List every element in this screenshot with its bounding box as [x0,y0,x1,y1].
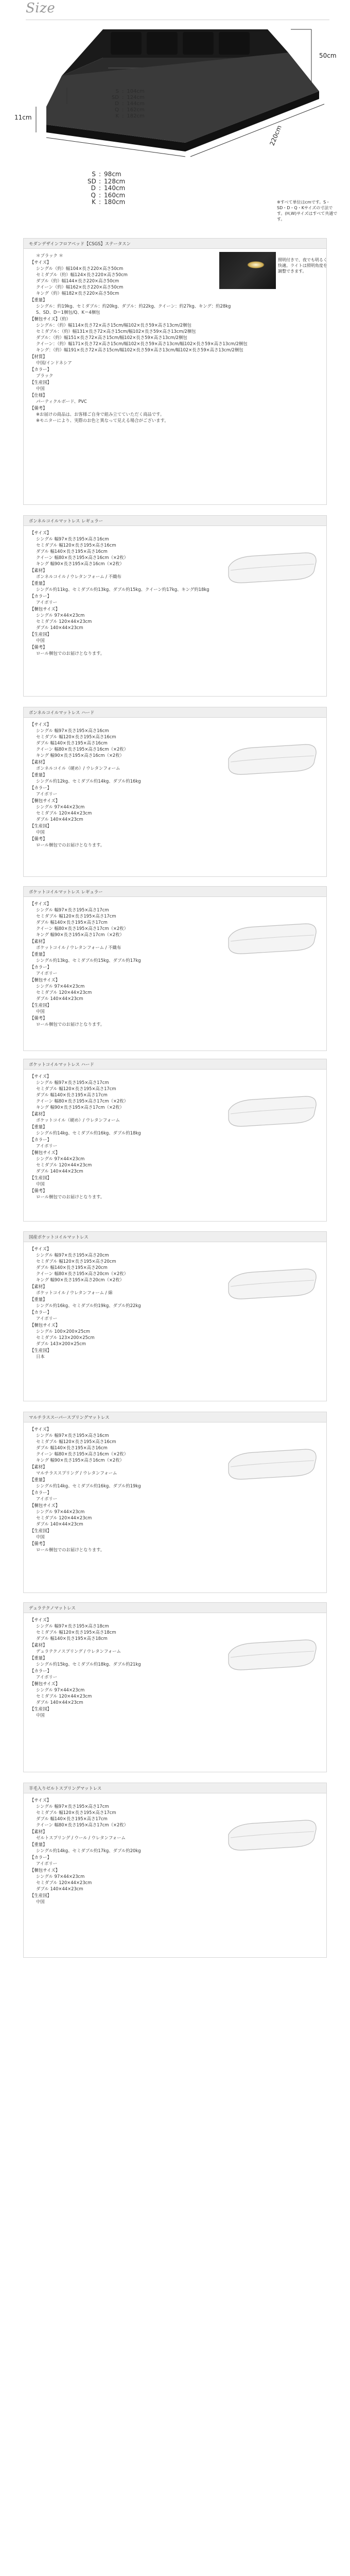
spec-section-heading: 【梱包サイズ】 [30,1150,60,1155]
spec-line: 中国/インドネシア [36,360,72,365]
spec-section-heading: 【素材】 [30,568,47,573]
spec-line: セミダブル 120×44×23cm [36,1880,92,1885]
spec-section [30,1175,320,1187]
spec-line: シングル：約19kg、セミダブル：約20kg、ダブル：約22kg、クイーン：約27kg、キング：約28kg [36,303,231,309]
spec-line: アイボリー [36,1674,58,1680]
length-dimension: 220cm [268,124,283,147]
spec-section-heading: 【生産国】 [30,632,51,637]
spec-line: セミダブル 123×200×25cm [36,1335,95,1340]
spec-line: シングル約12kg、セミダブル約14kg、ダブル約16kg [36,778,141,784]
spec-line: キング 幅90×長さ195×高さ16cm（×2枚） [36,753,124,758]
spec-line: パーティクルボード、PVC [36,399,87,404]
spec-line: シングル 97×44×23cm [36,984,85,989]
spec-line: アイボリー [36,1316,58,1321]
spec-line: クイーン 幅80×長さ195×高さ17cm（×2枚） [36,926,129,931]
spec-line: 中国 [36,1181,45,1187]
spec-line: セミダブル 幅120×長さ195×高さ20cm [36,1259,116,1264]
spec-line: ポケットコイル / ウレタンフォーム / 綿 [36,1290,113,1295]
spec-section-heading: 【重量】 [30,1124,47,1129]
mattress-illustration [223,547,321,588]
spec-line: シングル約13kg、セミダブル約15kg、ダブル約17kg [36,958,141,963]
spec-section-heading: 【梱包サイズ】 [30,1681,60,1686]
spec-line: ダブル 140×44×23cm [36,996,83,1001]
frame-width-row: S : 104cm [115,89,145,94]
spec-box-title: モダンデザインフロアベッド【CSGS】ステータスン [24,239,326,249]
spec-section-heading: 【重量】 [30,1842,47,1847]
spec-section-heading: 【サイズ】 [30,530,51,535]
spec-line: デュラテクノスプリング / ウレタンフォーム [36,1649,121,1654]
spec-section-heading: 【素材】 [30,1284,47,1289]
spec-section-heading: 【カラー】 [30,1490,51,1495]
spec-section-heading: 【重量】 [30,772,47,777]
spec-section-heading: 【サイズ】 [30,722,51,727]
spec-line: アイボリー [36,971,58,976]
height-dimension: 50cm [319,52,337,59]
spec-line: シングル約11kg、セミダブル約13kg、ダブル約15kg、クイーン約17kg、キング約18kg [36,587,209,592]
spec-section-heading: 【備考】 [30,645,47,650]
spec-line: セミダブル 幅120×長さ195×高さ16cm [36,543,116,548]
spec-section-heading: 【重量】 [30,952,47,957]
spec-box-title: ボンネルコイルマットレス ハード [24,707,326,718]
spec-line: クイーン 幅80×長さ195×高さ17cm（×2枚） [36,1098,129,1104]
spec-section-heading: 【仕様】 [30,393,47,398]
spec-section-heading: 【備考】 [30,1015,47,1021]
spec-line: クイーン（約）幅162×長さ220×高さ50cm [36,284,124,290]
spec-line: ダブル 幅140×長さ195×高さ16cm [36,1445,108,1450]
spec-section [30,1137,320,1149]
spec-section-heading: 【サイズ】 [30,1074,51,1079]
spec-line: ダブル 幅140×長さ195×高さ17cm [36,1816,108,1821]
spec-section [30,1681,320,1705]
spec-line: シングル 97×44×23cm [36,1509,85,1514]
spec-section [30,823,320,835]
spec-line: ダブル：（約）幅151×長さ72×高さ15cm/幅102×長さ59×高さ13cm/2梱包 [36,335,187,340]
spec-box [23,1059,327,1222]
spec-section-heading: 【カラー】 [30,1137,51,1142]
spec-line: セミダブル 120×44×23cm [36,1162,92,1167]
dimension-note: ※すべて単位はcmです。S・SD・D・Q・Kサイズの寸法です。(H,W)サイズはすべて共通です。 [277,200,338,222]
frame-width-row: SD : 124cm [111,95,145,100]
spec-line: シングル 幅97×長さ195×高さ16cm [36,728,109,733]
spec-line: キング：（約）幅191×長さ72×高さ15cm/幅102×長さ59×高さ13cm/幅102×長さ59×高さ13cm/2梱包 [36,347,243,352]
spec-section [30,1322,320,1347]
page-title: Size [26,1,56,16]
spec-line: 中国 [36,386,45,391]
frame-width-row: D : 144cm [115,101,145,107]
mattress-illustration [223,918,321,959]
spec-line: ロール梱包でのお届けとなります。 [36,1022,105,1027]
spec-section-heading: 【カラー】 [30,785,51,790]
frame-width-row: Q : 162cm [115,107,145,113]
spec-section-heading: 【備考】 [30,1188,47,1193]
spec-section-heading: 【梱包サイズ】 [30,798,60,803]
mattress-illustration [223,1443,321,1484]
spec-line: ダブル 幅140×長さ195×高さ17cm [36,1092,108,1097]
spec-section [30,1002,320,1014]
spec-section [30,631,320,643]
spec-section-heading: 【生産国】 [30,1893,51,1898]
spec-line: シングル 幅97×長さ195×高さ18cm [36,1623,109,1629]
spec-section-heading: 【素材】 [30,939,47,944]
spec-section [30,392,320,404]
spec-section [30,405,320,423]
spec-line: ロール梱包でのお届けとなります。 [36,1547,105,1552]
spec-section-heading: 【カラー】 [30,1668,51,1673]
spec-section-heading: 【サイズ】 [30,1246,51,1251]
spec-section-heading: 【備考】 [30,405,47,411]
spec-section [30,785,320,797]
spec-section-heading: 【重量】 [30,581,47,586]
spec-box-title: ポケットコイルマットレス レギュラー [24,887,326,897]
spec-section-heading: 【梱包サイズ】 [30,977,60,982]
spec-section [30,1528,320,1540]
spec-section-heading: 【サイズ】 [30,901,51,906]
spec-line: ボンネルコイル / ウレタンフォーム / 不織布 [36,574,121,579]
spec-line: ダブル 140×44×23cm [36,1886,83,1891]
spec-line: シングル 97×44×23cm [36,1874,85,1879]
spec-box [23,1412,327,1593]
mattress-width-row: S : 98cm [92,171,121,178]
spec-line: ポケットコイル（硬め）/ ウレタンフォーム [36,1117,120,1123]
spec-line: シングル 97×44×23cm [36,1156,85,1161]
spec-section-heading: 【備考】 [30,836,47,841]
spec-line: ロール梱包でのお届けとなります。 [36,842,105,848]
spec-line: セミダブル 幅120×長さ195×高さ18cm [36,1630,116,1635]
spec-box-title: マルチラススーパースプリングマットレス [24,1412,326,1422]
spec-line: セミダブル 幅120×長さ195×高さ17cm [36,1086,116,1091]
spec-section [30,1502,320,1527]
spec-section [30,644,320,656]
spec-section [30,964,320,976]
spec-line: シングル：（約）幅114×長さ72×高さ15cm/幅102×長さ59×高さ13cm/2梱包 [36,323,191,328]
frame-width-list [111,89,145,120]
spec-line: ロール梱包でのお届けとなります。 [36,1194,105,1199]
spec-line: セミダブル：（約）幅131×長さ72×高さ15cm/幅102×長さ59×高さ13cm/2梱包 [36,329,196,334]
spec-line: ダブル 143×200×25cm [36,1341,86,1346]
spec-box-title: ボンネルコイルマットレス レギュラー [24,516,326,526]
spec-line: セミダブル 120×44×23cm [36,1515,92,1520]
spec-section [30,1188,320,1200]
spec-line: クイーン 幅80×長さ195×高さ16cm（×2枚） [36,555,129,560]
spec-line: シングル 幅97×長さ195×高さ17cm [36,1804,109,1809]
spec-section [30,1867,320,1892]
mattress-width-row: SD : 128cm [87,177,126,185]
spec-line: ダブル 幅140×長さ195×高さ16cm [36,740,108,745]
spec-section [30,1540,320,1553]
spec-line: ポケットコイル / ウレタンフォーム / 不織布 [36,945,121,950]
spec-line: ダブル 140×44×23cm [36,1168,83,1174]
spec-section [30,1015,320,1027]
spec-line: ダブル 幅140×長さ195×高さ18cm [36,1636,108,1641]
dimension-diagram [0,22,350,238]
spec-line: シングル 幅97×長さ195×高さ20cm [36,1252,109,1258]
spec-line: ※モニターにより、実際のお色と異なって見える場合がございます。 [36,418,169,423]
spec-line: キング 幅90×長さ195×高さ16cm（×2枚） [36,1458,124,1463]
spec-section [30,1892,320,1905]
spec-section-heading: 【梱包サイズ】（約） [30,316,71,321]
spec-line: シングル約15kg、セミダブル約18kg、ダブル約21kg [36,1662,141,1667]
spec-section [30,606,320,631]
mattress-width-row: K : 180cm [92,198,126,206]
spec-line: アイボリー [36,791,58,796]
mattress-width-row: Q : 160cm [91,191,126,199]
spec-section-heading: 【梱包サイズ】 [30,1868,60,1873]
spec-line: セミダブル 120×44×23cm [36,1693,92,1699]
spec-section-heading: 【重量】 [30,1477,47,1482]
spec-section-heading: 【サイズ】 [30,1798,51,1803]
spec-line: セミダブル 幅120×長さ195×高さ16cm [36,1439,116,1444]
spec-section [30,252,320,259]
spec-section [30,1347,320,1360]
mattress-illustration [223,1090,321,1131]
spec-line: ダブル（約）幅144×長さ220×高さ50cm [36,278,119,283]
spec-section-heading: 【サイズ】 [30,260,51,265]
spec-section [30,798,320,822]
spec-line: クイーン：（約）幅171×長さ72×高さ15cm/幅102×長さ59×高さ13cm/幅102×長さ59×高さ13cm/2梱包 [36,341,248,346]
spec-section-heading: 【カラー】 [30,1855,51,1860]
spec-line: 中国 [36,1534,45,1539]
spec-line: シングル（約）幅104×長さ220×高さ50cm [36,266,124,271]
spec-line: アイボリー [36,1496,58,1501]
spec-section-heading: 【カラー】 [30,367,51,372]
spec-section [30,1854,320,1867]
spec-section-heading: 【生産国】 [30,380,51,385]
spec-line: クイーン 幅80×長さ195×高さ16cm（×2枚） [36,747,129,752]
spec-section-heading: 【梱包サイズ】 [30,1323,60,1328]
spec-section [30,1489,320,1502]
spec-line: ゼルトスプリング / ウール / ウレタンフォーム [36,1835,126,1840]
spec-line: キング 幅90×長さ195×高さ20cm（×2枚） [36,1277,124,1282]
spec-box [23,1783,327,1958]
spec-line: セミダブル 120×44×23cm [36,990,92,995]
frame-width-row: K : 182cm [115,113,145,119]
spec-section [30,259,320,296]
spec-line: シングル約16kg、セミダブル約19kg、ダブル約22kg [36,1303,141,1308]
spec-line: ロール梱包でのお届けとなります。 [36,651,105,656]
spec-line: ダブル 140×44×23cm [36,1521,83,1527]
spec-section-heading: 【材質】 [30,354,47,359]
spec-line: キング 幅90×長さ195×高さ17cm（×2枚） [36,1105,124,1110]
spec-line: クイーン 幅80×長さ195×高さ17cm（×2枚） [36,1822,129,1827]
spec-section-heading: 【重量】 [30,1297,47,1302]
mattress-illustration [223,1634,321,1675]
spec-line: ダブル 幅140×長さ195×高さ16cm [36,549,108,554]
spec-line: ダブル 幅140×長さ195×高さ20cm [36,1265,108,1270]
spec-line: ダブル 140×44×23cm [36,1700,83,1705]
spec-section [30,366,320,379]
mattress-illustration [223,738,321,779]
spec-line: シングル約14kg、セミダブル約16kg、ダブル約18kg [36,1130,141,1136]
spec-section-heading: 【生産国】 [30,1528,51,1533]
spec-section-heading: 【生産国】 [30,1175,51,1180]
spec-section-heading: 【素材】 [30,1642,47,1648]
spec-section-heading: 【生産国】 [30,1706,51,1711]
spec-section-heading: 【備考】 [30,1541,47,1546]
spec-box-title: ポケットコイルマットレス ハード [24,1059,326,1070]
spec-line: 中国 [36,1009,45,1014]
spec-section-heading: 【素材】 [30,1829,47,1834]
spec-section [30,977,320,1002]
mattress-width-list [87,171,125,206]
spec-box [23,515,327,697]
spec-line: S、SD、D＝1梱包/Q、K＝4梱包 [36,310,100,315]
spec-section [30,316,320,353]
spec-line: シングル 幅97×長さ195×高さ17cm [36,907,109,912]
spec-line: ダブル 幅140×長さ195×高さ17cm [36,920,108,925]
spec-section-heading: 【重量】 [30,1655,47,1660]
spec-line: シングル 97×44×23cm [36,1687,85,1692]
spec-box-title: デュラテクノマットレス [24,1603,326,1613]
spec-section [30,836,320,848]
spec-line: ＊ブラック ＊ [36,253,63,258]
spec-line: シングル 幅97×長さ195×高さ16cm [36,536,109,541]
spec-line: 中国 [36,1899,45,1904]
headboard-light-photo [219,252,276,289]
spec-line: ダブル 140×44×23cm [36,817,83,822]
spec-section-heading: 【カラー】 [30,964,51,970]
leg-dimension: 11cm [14,114,32,121]
spec-line: セミダブル 120×44×23cm [36,810,92,816]
spec-section-heading: 【生産国】 [30,823,51,828]
spec-section-heading: 【梱包サイズ】 [30,606,60,612]
spec-line: シングル約14kg、セミダブル約16kg、ダブル約19kg [36,1483,141,1488]
spec-line: ダブル 140×44×23cm [36,625,83,630]
spec-box [23,1602,327,1772]
spec-line: セミダブル 120×44×23cm [36,619,92,624]
spec-line: アイボリー [36,600,58,605]
spec-section [30,593,320,605]
spec-section-heading: 【梱包サイズ】 [30,1503,60,1508]
spec-line: セミダブル 幅120×長さ195×高さ17cm [36,913,116,919]
spec-section [30,297,320,315]
spec-line: シングル 幅97×長さ195×高さ16cm [36,1433,109,1438]
spec-line: ※お届けの商品は、お客様ご自身で組み立てていただく商品です。 [36,412,165,417]
spec-line: キング 幅90×長さ195×高さ16cm（×2枚） [36,561,124,566]
spec-line: アイボリー [36,1143,58,1148]
spec-section-heading: 【重量】 [30,297,47,302]
spec-section [30,353,320,366]
spec-section-heading: 【生産国】 [30,1003,51,1008]
light-caption: 照明付きで、夜でも明るく快適。ライトは照明角度を調整できます。 [278,258,327,274]
spec-line: クイーン 幅80×長さ195×高さ20cm（×2枚） [36,1271,129,1276]
spec-section-heading: 【カラー】 [30,1310,51,1315]
spec-section [30,1309,320,1321]
spec-line: 中国 [36,1713,45,1718]
spec-line: キング 幅90×長さ195×高さ17cm（×2枚） [36,932,124,937]
spec-section-heading: 【カラー】 [30,594,51,599]
spec-line: ボンネルコイル（硬め）/ ウレタンフォーム [36,766,120,771]
spec-section [30,1706,320,1718]
spec-section-heading: 【素材】 [30,759,47,765]
spec-section-heading: 【サイズ】 [30,1617,51,1622]
spec-line: シングル 97×44×23cm [36,613,85,618]
spec-line: シングル 100×200×25cm [36,1329,90,1334]
spec-section-heading: 【サイズ】 [30,1427,51,1432]
spec-line: アイボリー [36,1861,58,1866]
spec-line: シングル約14kg、セミダブル約17kg、ダブル約20kg [36,1848,141,1853]
spec-line: 日本 [36,1354,45,1359]
spec-line: マルチラススプリング / ウレタンフォーム [36,1470,117,1476]
spec-line: セミダブル（約）幅124×長さ220×高さ50cm [36,272,128,277]
spec-box-title: 羊毛入りゼルトスプリングマットレス [24,1783,326,1793]
spec-box-body [24,249,326,428]
spec-section-heading: 【素材】 [30,1464,47,1469]
spec-line: セミダブル 幅120×長さ195×高さ16cm [36,734,116,739]
spec-section [30,1149,320,1174]
spec-box [23,238,327,505]
spec-line: シングル 幅97×長さ195×高さ17cm [36,1080,109,1085]
mattress-width-row: D : 140cm [91,184,126,192]
mattress-illustration [223,1263,321,1304]
light-glow-icon [247,261,265,268]
spec-line: 中国 [36,829,45,835]
spec-section-heading: 【生産国】 [30,1348,51,1353]
spec-box [23,1231,327,1401]
spec-line: ブラック [36,373,54,378]
spec-section-heading: 【素材】 [30,1111,47,1116]
spec-box-title: 国産ポケットコイルマットレス [24,1232,326,1242]
mattress-illustration [223,1814,321,1855]
spec-box [23,707,327,877]
spec-section [30,379,320,392]
spec-line: セミダブル 幅120×長さ195×高さ17cm [36,1810,116,1815]
spec-line: キング（約）幅182×長さ220×高さ50cm [36,291,119,296]
spec-line: シングル 97×44×23cm [36,804,85,809]
spec-box [23,886,327,1051]
spec-line: クイーン 幅80×長さ195×高さ16cm（×2枚） [36,1451,129,1456]
spec-line: 中国 [36,638,45,643]
